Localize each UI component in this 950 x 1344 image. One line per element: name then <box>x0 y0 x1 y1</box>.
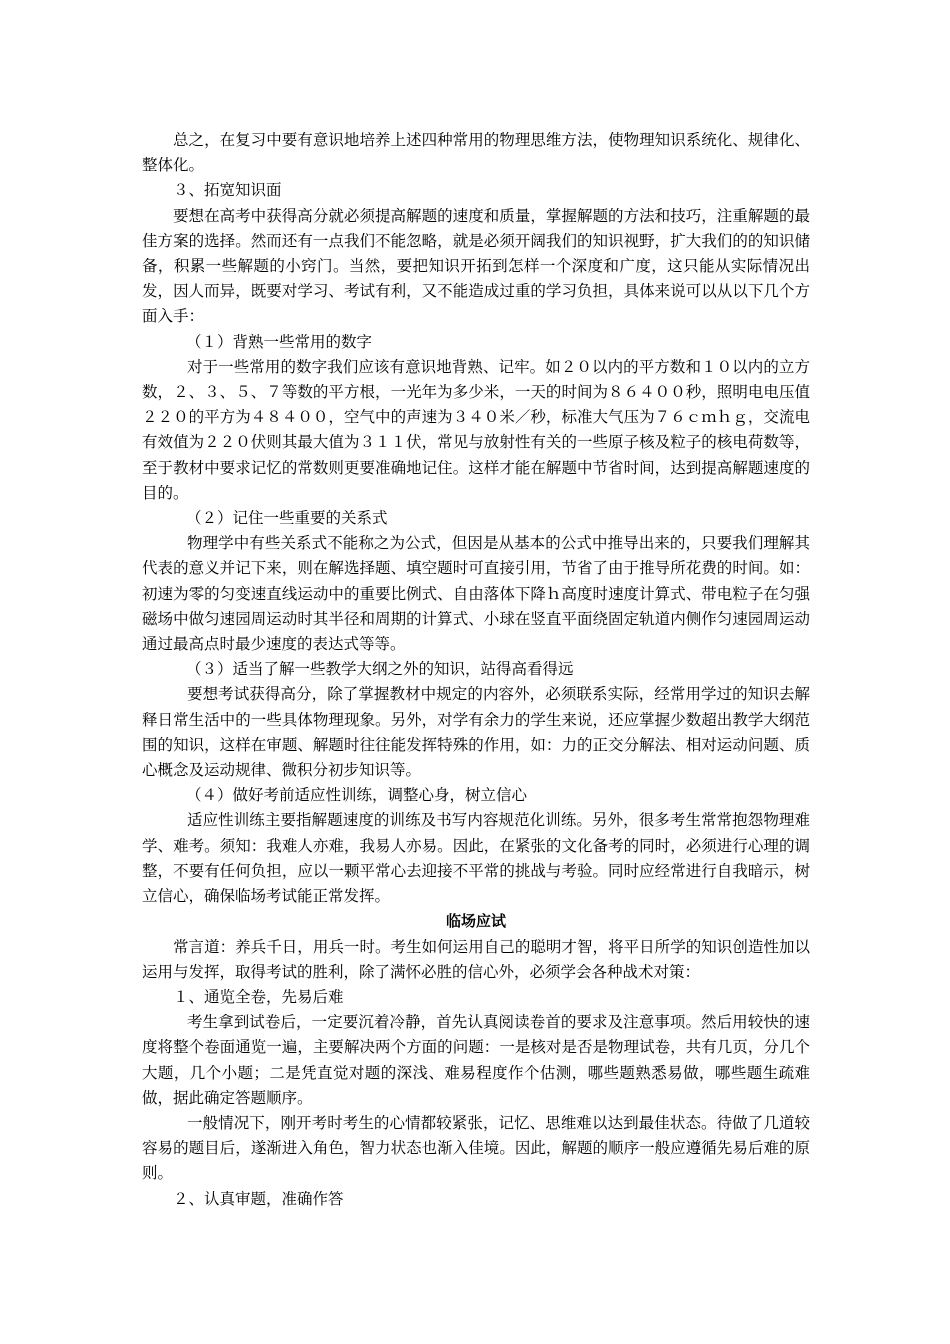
document-body <box>142 128 810 1212</box>
paragraph-beyond-syllabus: 要想考试获得高分，除了掌握教材中规定的内容外，必须联系实际，经常用学过的知识去解释日常生活中的一些具体物理现象。另外，对学有余力的学生来说，还应掌握少数超出教学大纲范围的知识，这样在审题、解题时往往能发挥特殊的作用，如：力的正交分解法、相对运动问题、质心概念及运动规律、微积分初步知识等。 <box>142 685 810 780</box>
paragraph-broaden-knowledge: 要想在高考中获得高分就必须提高解题的速度和质量，掌握解题的方法和技巧，注重解题的最佳方案的选择。然而还有一点我们不能忽略，就是必须开阔我们的知识视野，扩大我们的的知识储备，积累一些解题的小窍门。当然，要把知识开拓到怎样一个深度和广度，这只能从实际情况出发，因人而异，既要对学习、考试有利，又不能造成过重的学习负担，具体来说可以从以下几个方面入手： <box>142 206 810 326</box>
heading-remember-relations: （２）记住一些重要的关系式 <box>186 509 388 528</box>
paragraph-solving-order: 一般情况下，刚开考时考生的心情都较紧张，记忆、思维难以达到最佳状态。待做了几道较容易的题目后，遂渐进入角色，智力状态也渐入佳境。因此，解题的顺序一般应遵循先易后难的原则。 <box>142 1113 810 1183</box>
heading-adaptive-training: （４）做好考前适应性训练，调整心身，树立信心 <box>186 786 528 805</box>
heading-overview-paper: １、通览全卷，先易后难 <box>173 987 344 1006</box>
heading-careful-review: ２、认真审题，准确作答 <box>173 1189 344 1208</box>
paragraph-remember-relations: 物理学中有些关系式不能称之为公式，但因是从基本的公式中推导出来的，只要我们理解其代表的意义并记下来，则在解选择题、填空题时可直接引用，节省了由于推导所花费的时间。如：初速为零的匀变速直线运动中的重要比例式、自由落体下降ｈ高度时速度计算式、带电粒子在匀强磁场中做匀速园周运动时其半径和周期的计算式、小球在竖直平面绕固定轨道内侧作匀速园周运动通过最高点时最少速度的表达式等等。 <box>142 534 810 654</box>
paragraph-memorize-numbers: 对于一些常用的数字我们应该有意识地背熟、记牢。如２０以内的平方数和１０以内的立方数，２、３、５、７等数的平方根，一光年为多少米，一天的时间为８６４００秒，照明电电压值２２０的平方为４８４００，空气中的声速为３４０米／秒，标准大气压为７６ｃｍｈｇ，交流电有效值为２２０伏则其最大值为３１１伏，常见与放射性有关的一些原子核及粒子的核电荷数等，至于教材中要求记忆的常数则更要准确地记住。这样才能在解题中节省时间，达到提高解题速度的目的。 <box>142 357 810 502</box>
heading-broaden-knowledge: ３、拓宽知识面 <box>173 181 282 200</box>
paragraph-exam-intro: 常言道：养兵千日，用兵一时。考生如何运用自己的聪明才智，将平日所学的知识创造性加以运用与发挥，取得考试的胜利，除了满怀必胜的信心外，必须学会各种战术对策： <box>142 937 810 981</box>
paragraph-adaptive-training: 适应性训练主要指解题速度的训练及书写内容规范化训练。另外，很多考生常常抱怨物理难学、难考。须知：我难人亦难，我易人亦易。因此，在紧张的文化备考的同时，必须进行心理的调整，不要有任何负担，应以一颗平常心去迎接不平常的挑战与考验。同时应经常进行自我暗示，树立信心，确保临场考试能正常发挥。 <box>142 811 810 906</box>
paragraph-summary: 总之，在复习中要有意识地培养上述四种常用的物理思维方法，使物理知识系统化、规律化、整体化。 <box>142 131 810 175</box>
heading-beyond-syllabus: （３）适当了解一些教学大纲之外的知识，站得高看得远 <box>186 660 574 679</box>
section-title: 临场应试 <box>445 912 506 931</box>
paragraph-overview-paper: 考生拿到试卷后，一定要沉着冷静，首先认真阅读卷首的要求及注意事项。然后用较快的速度将整个卷面通览一遍，主要解决两个方面的问题：一是核对是否是物理试卷，共有几页，分几个大题，几个小题；二是凭直觉对题的深浅、难易程度作个估测，哪些题熟悉易做，哪些题生疏难做，据此确定答题顺序。 <box>142 1013 810 1107</box>
heading-memorize-numbers: （１）背熟一些常用的数字 <box>186 332 373 351</box>
